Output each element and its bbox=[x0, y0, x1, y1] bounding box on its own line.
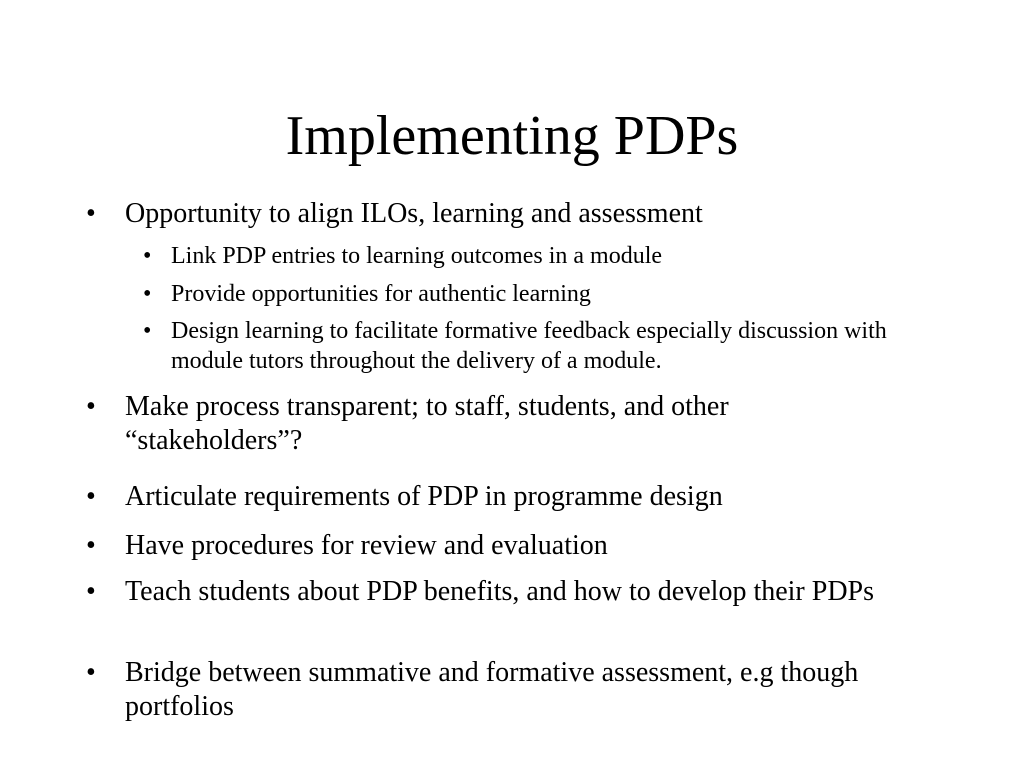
slide-title: Implementing PDPs bbox=[285, 105, 739, 167]
bullet-marker: • bbox=[86, 530, 96, 561]
bullet-item bbox=[86, 480, 945, 514]
bullet-text: Bridge between summative and formative assessment, e.g though portfolios bbox=[125, 657, 859, 722]
bullet-item bbox=[86, 529, 945, 563]
bullet-marker: • bbox=[86, 481, 96, 512]
bullet-marker: • bbox=[86, 198, 96, 229]
sub-bullet-item bbox=[143, 279, 971, 309]
bullet-text: Design learning to facilitate formative feedback especially discussion with module tutors throughout the delivery of a module. bbox=[171, 318, 887, 374]
bullet-marker: • bbox=[86, 657, 96, 688]
bullet-text: Teach students about PDP benefits, and how to develop their PDPs bbox=[125, 576, 875, 607]
bullet-marker: • bbox=[143, 281, 152, 307]
bullet-text: Have procedures for review and evaluation bbox=[125, 530, 608, 561]
sub-bullet-item bbox=[143, 241, 971, 271]
bullet-text: Opportunity to align ILOs, learning and assessment bbox=[125, 198, 703, 229]
bullet-marker: • bbox=[143, 243, 152, 269]
bullet-text: Make process transparent; to staff, students, and other “stakeholders”? bbox=[125, 391, 729, 456]
bullet-item bbox=[86, 390, 885, 458]
bullet-text: Provide opportunities for authentic learning bbox=[171, 281, 591, 307]
bullet-marker: • bbox=[143, 318, 152, 344]
sub-bullet-item bbox=[143, 316, 961, 376]
bullet-item bbox=[86, 656, 925, 724]
bullet-marker: • bbox=[86, 576, 96, 607]
bullet-text: Link PDP entries to learning outcomes in a module bbox=[171, 243, 663, 269]
bullet-item bbox=[86, 197, 945, 231]
bullet-marker: • bbox=[86, 391, 96, 422]
bullet-item bbox=[86, 575, 905, 609]
bullet-text: Articulate requirements of PDP in programme design bbox=[125, 481, 723, 512]
